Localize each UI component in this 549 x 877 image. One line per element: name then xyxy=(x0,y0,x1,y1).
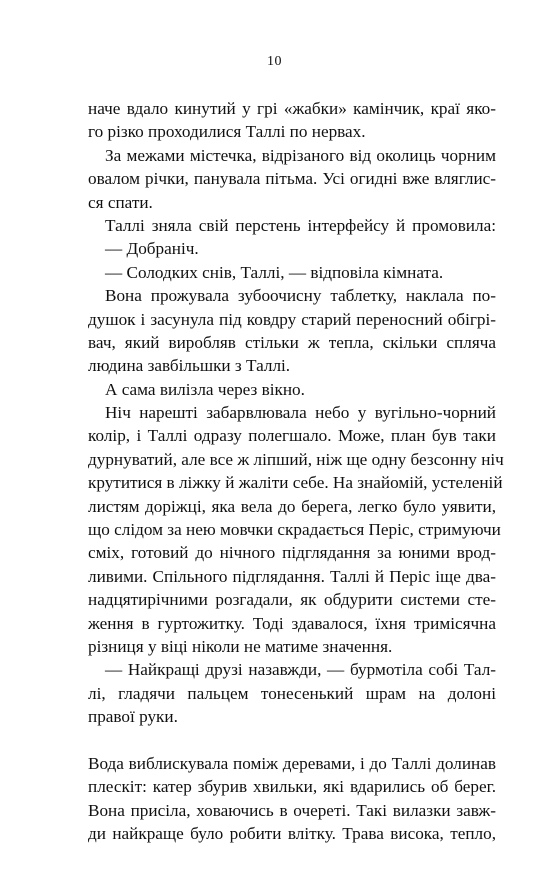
section-break xyxy=(88,729,496,752)
text-line: правої руки. xyxy=(88,707,178,727)
text-line: крутитися в ліжку й жаліти себе. На знайомій, устеленій xyxy=(88,473,503,493)
text-line: колір, і Таллі одразу полегшало. Може, план був таки xyxy=(88,426,496,446)
text-line: — Добраніч. xyxy=(105,239,199,259)
text-line: Вона прожувала зубоочисну таблетку, наклала по- xyxy=(105,286,496,306)
text-line: ди найкраще було робити влітку. Трава висока, тепло, xyxy=(88,824,496,844)
text-line: го різко проходилися Таллі по нервах. xyxy=(88,122,366,142)
text-line: лі, гладячи пальцем тонесенький шрам на долоні xyxy=(88,683,496,703)
text-line: Таллі зняла свій перстень інтерфейсу й промовила: xyxy=(105,215,496,235)
text-line: За межами містечка, відрізаного від околиць чорним xyxy=(105,145,496,165)
text-line: що слідом за нею мовчки скрадається Періс, стримуючи xyxy=(88,520,501,540)
text-line: ся спати. xyxy=(88,192,153,212)
text-line: сміх, готовий до нічного підглядання за юними врод- xyxy=(88,543,496,563)
text-line: різниця у віці ніколи не матиме значення. xyxy=(88,636,393,656)
text-line: дурнуватий, але все ж ліпший, ніж ще одну безсонну ніч xyxy=(88,449,504,469)
text-line: вач, який виробляв стільки ж тепла, скільки спляча xyxy=(88,332,496,352)
text-line: наче вдало кинутий у грі «жабки» камінчик, краї яко- xyxy=(88,99,496,118)
text-line: Вода виблискувала поміж деревами, і до Таллі долинав xyxy=(88,753,496,773)
text-line: — Найкращі друзі назавжди, — бурмотіла собі Тал- xyxy=(105,660,496,680)
text-line: надцятирічними розгадали, як обдурити системи сте- xyxy=(88,590,496,610)
text-line: ливими. Спільного підглядання. Таллі й Періс іще два- xyxy=(88,566,496,586)
text-line: листям доріжці, яка вела до берега, легко було уявити, xyxy=(88,496,496,516)
text-line: плескіт: катер збурив хвильки, які вдарились об берег. xyxy=(88,777,496,797)
text-line: ження в гуртожитку. Тоді здавалося, їхня тримісячна xyxy=(88,613,496,633)
text-line: — Солодких снів, Таллі, — відповіла кімната. xyxy=(105,262,444,282)
text-line: Ніч нарешті забарвлювала небо у вугільно-чорний xyxy=(105,403,496,423)
text-line: людина завбільшки з Таллі. xyxy=(88,356,291,376)
text-line: Вона присіла, ховаючись в очереті. Такі вилазки завж- xyxy=(88,800,496,820)
text-line: А сама вилізла через вікно. xyxy=(105,379,305,399)
text-line: душок і засунула під ковдру старий переносний обігрі- xyxy=(88,309,496,329)
page-number: 10 xyxy=(267,54,282,69)
body-text xyxy=(88,97,504,846)
text-line: овалом річки, панувала пітьма. Усі огидні вже вляглис- xyxy=(88,169,496,189)
